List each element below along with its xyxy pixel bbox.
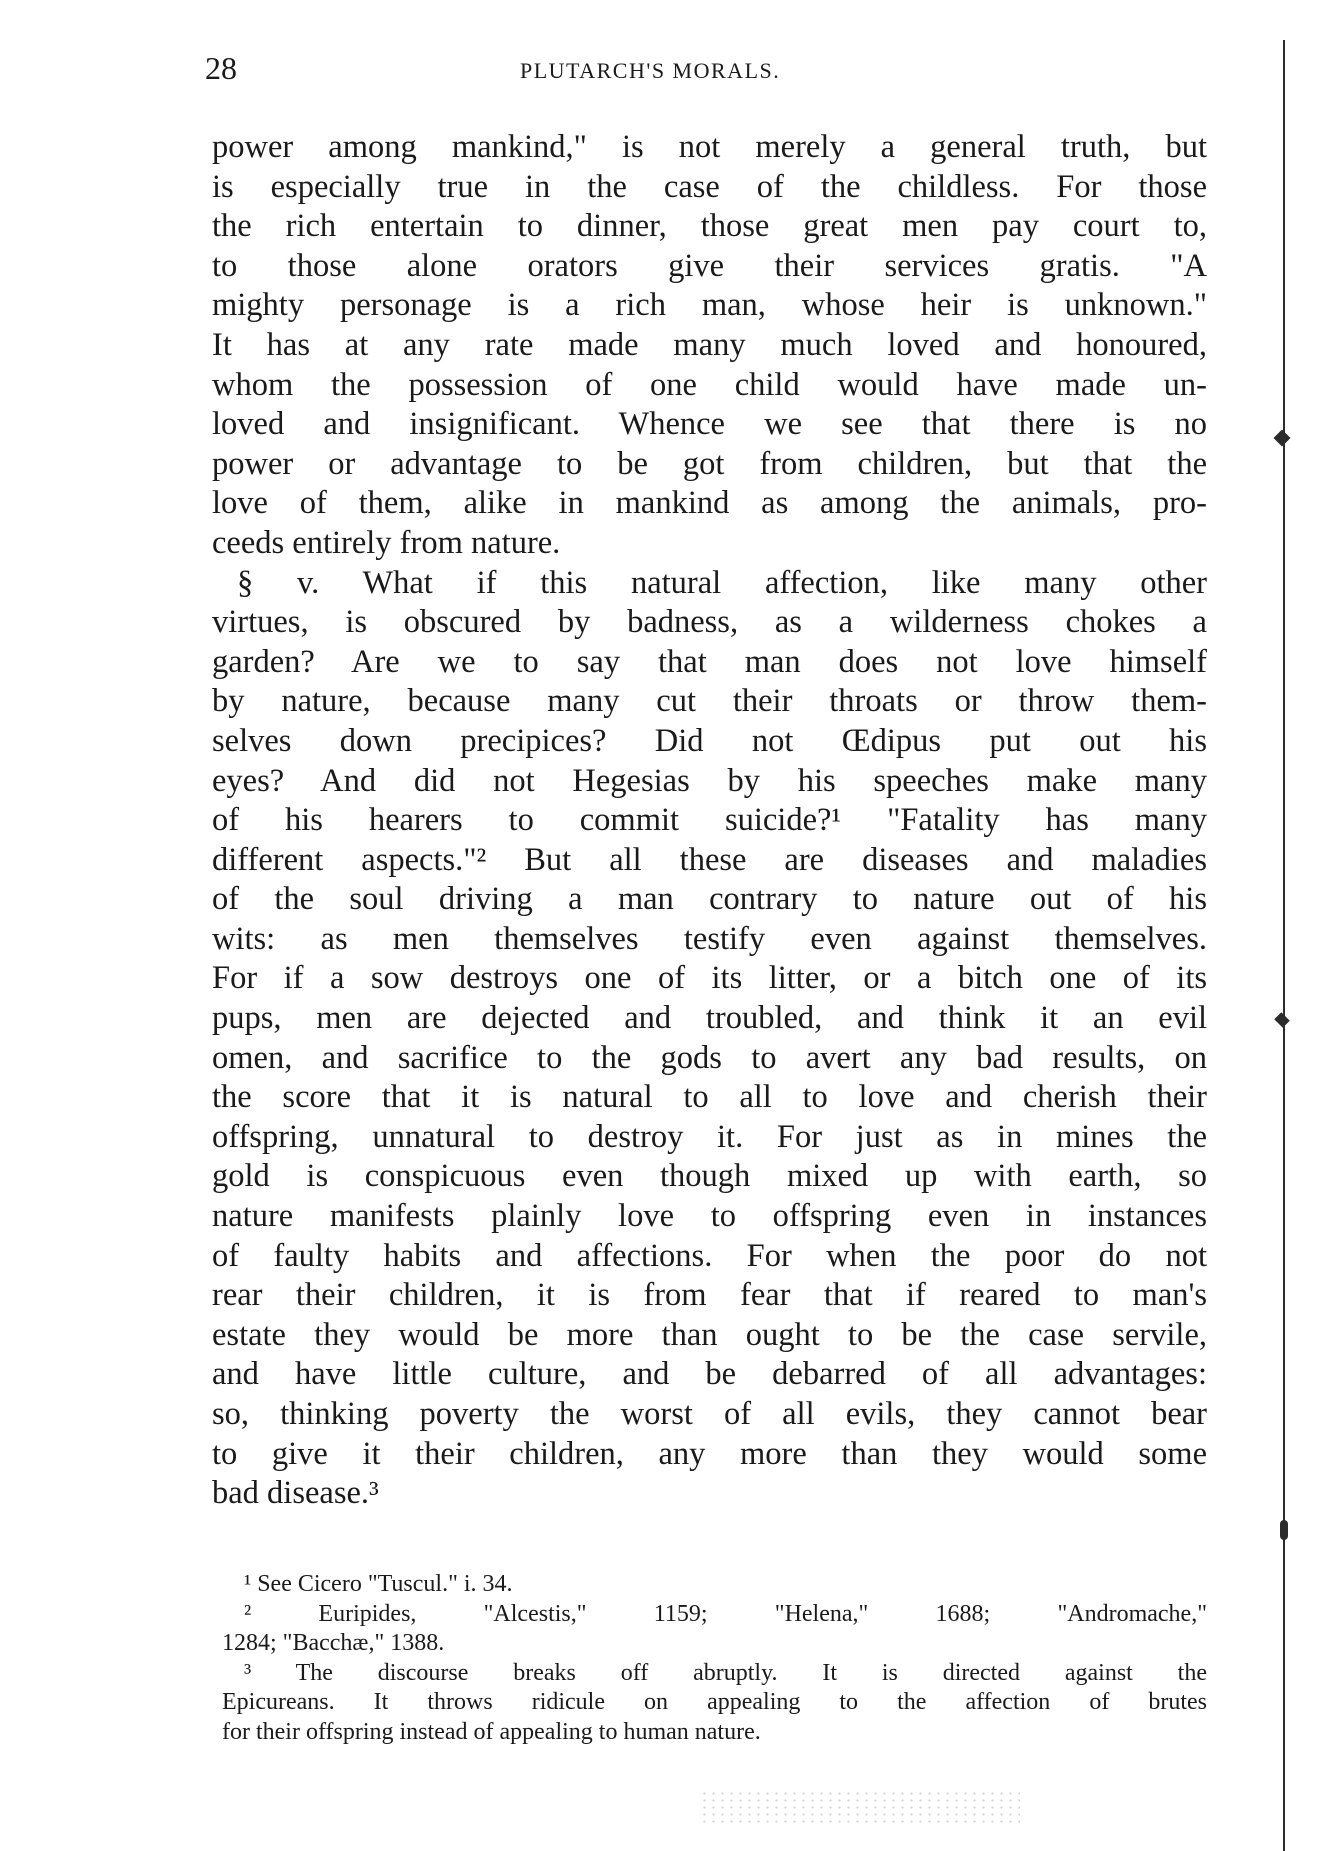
footnote-3-cont: Epicureans. It throws ridicule on appealing to the affection of brutes bbox=[222, 1689, 1207, 1715]
text-line: wits: as men themselves testify even against themselves. bbox=[212, 920, 1207, 957]
text-line: of his hearers to commit suicide?¹ "Fatality has many bbox=[212, 802, 1207, 839]
text-line: power or advantage to be got from children, but that the bbox=[212, 445, 1207, 482]
text-line: by nature, because many cut their throats or throw them- bbox=[212, 683, 1207, 720]
footnote-3: ³ The discourse breaks off abruptly. It is directed against the bbox=[244, 1659, 1207, 1686]
text-line: different aspects."² But all these are diseases and maladies bbox=[212, 841, 1207, 878]
page-edge-mark bbox=[1280, 1520, 1288, 1540]
text-line: to those alone orators give their services gratis. "A bbox=[212, 247, 1207, 284]
page-edge-mark bbox=[1274, 1012, 1290, 1028]
page-edge-line bbox=[1283, 40, 1285, 1851]
text-line: selves down precipices? Did not Œdipus put out his bbox=[212, 722, 1207, 759]
body-text bbox=[212, 128, 1207, 1514]
text-line: eyes? And did not Hegesias by his speeches make many bbox=[212, 762, 1207, 799]
text-line: and have little culture, and be debarred of all advantages: bbox=[212, 1356, 1207, 1393]
text-line: estate they would be more than ought to be the case servile, bbox=[212, 1316, 1207, 1353]
text-line: to give it their children, any more than they would some bbox=[212, 1435, 1207, 1472]
text-line: garden? Are we to say that man does not love himself bbox=[212, 643, 1207, 680]
text-line: is especially true in the case of the childless. For those bbox=[212, 168, 1207, 205]
footnote-2-cont: 1284; "Bacchæ," 1388. bbox=[222, 1630, 445, 1656]
footnote-2: ² Euripides, "Alcestis," 1159; "Helena," 1688; "Andromache," bbox=[244, 1600, 1207, 1627]
text-line: love of them, alike in mankind as among the animals, pro- bbox=[212, 485, 1207, 522]
section-start-line: § v. What if this natural affection, like many other bbox=[237, 564, 1207, 601]
text-line: of faulty habits and affections. For when the poor do not bbox=[212, 1237, 1207, 1274]
text-line: For if a sow destroys one of its litter, or a bitch one of its bbox=[212, 960, 1207, 997]
text-line: bad disease.³ bbox=[212, 1475, 379, 1512]
text-line: the score that it is natural to all to love and cherish their bbox=[212, 1079, 1207, 1116]
text-line: mighty personage is a rich man, whose heir is unknown." bbox=[212, 287, 1207, 324]
text-line: so, thinking poverty the worst of all evils, they cannot bear bbox=[212, 1396, 1207, 1432]
text-line: omen, and sacrifice to the gods to avert any bad results, on bbox=[212, 1039, 1207, 1076]
text-line: whom the possession of one child would have made un- bbox=[212, 366, 1207, 403]
text-line: nature manifests plainly love to offspring even in instances bbox=[212, 1198, 1207, 1235]
text-line: rear their children, it is from fear that if reared to man's bbox=[212, 1277, 1207, 1314]
text-line: pups, men are dejected and troubled, and think it an evil bbox=[212, 1000, 1207, 1037]
footnote-3-cont: for their offspring instead of appealing to human nature. bbox=[222, 1718, 761, 1745]
page-number: 28 bbox=[205, 50, 237, 86]
text-line: the rich entertain to dinner, those great men pay court to, bbox=[212, 208, 1207, 245]
page-edge-mark bbox=[1274, 430, 1291, 447]
scan-noise bbox=[700, 1790, 1020, 1826]
text-line: It has at any rate made many much loved and honoured, bbox=[212, 326, 1207, 363]
text-line: virtues, is obscured by badness, as a wilderness chokes a bbox=[212, 604, 1207, 641]
text-line: offspring, unnatural to destroy it. For just as in mines the bbox=[212, 1118, 1207, 1155]
footnotes bbox=[222, 1570, 1207, 1747]
text-line: of the soul driving a man contrary to nature out of his bbox=[212, 881, 1207, 918]
text-line: power among mankind," is not merely a general truth, but bbox=[212, 129, 1207, 165]
running-head: PLUTARCH'S MORALS. bbox=[520, 58, 781, 83]
footnote-1: ¹ See Cicero "Tuscul." i. 34. bbox=[244, 1571, 513, 1597]
text-line: gold is conspicuous even though mixed up with earth, so bbox=[212, 1158, 1207, 1195]
text-line: ceeds entirely from nature. bbox=[212, 524, 561, 561]
text-line: loved and insignificant. Whence we see that there is no bbox=[212, 406, 1207, 443]
